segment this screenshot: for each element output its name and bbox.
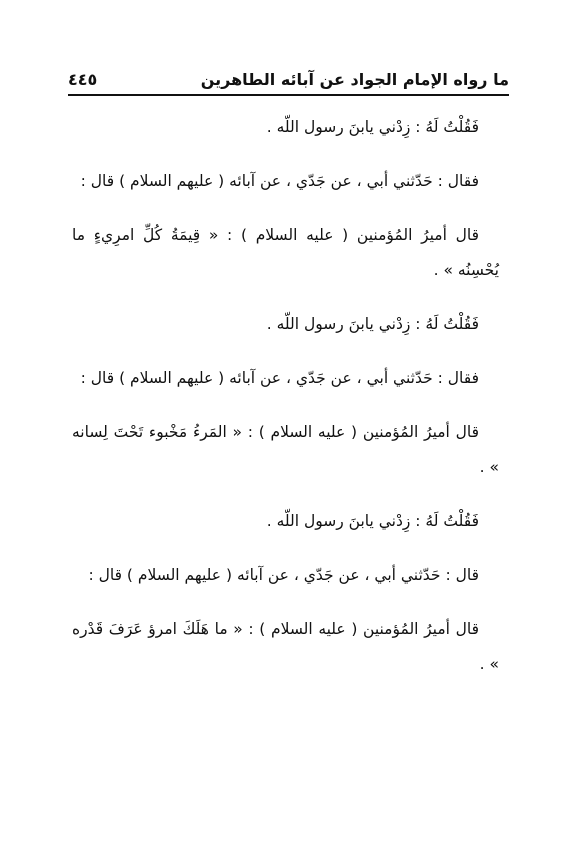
paragraph-narration-2: فقال : حَدّثني أبي ، عن جَدّي ، عن آبائه ( عليهم السلام ) قال : [80, 369, 479, 387]
paragraph-saying-3: قال أميرُ المُؤمنين ( عليه السلام ) : « ما هَلَكَ امرؤ عَرَفَ قَدْره » . [72, 620, 499, 673]
page-body [72, 110, 499, 701]
running-title: ما رواه الإمام الجواد عن آبائه الطاهرين [200, 70, 509, 89]
page-number: ٤٤٥ [68, 70, 98, 89]
paragraph-narration-3: قال : حَدّثني أبي ، عن جَدّي ، عن آبائه ( عليهم السلام ) قال : [88, 566, 479, 584]
paragraph-request-3: فَقُلْتُ لَهُ : زِدْني يابنَ رسول اللّه . [266, 512, 479, 530]
paragraph-saying-1: قال أميرُ المُؤمنين ( عليه السلام ) : « قِيمَةُ كُلِّ امرِيءٍ ما يُحْسِنُه » . [72, 226, 499, 279]
paragraph-request-1: فَقُلْتُ لَهُ : زِدْني يابنَ رسول اللّه . [266, 118, 479, 136]
page-header [68, 62, 509, 96]
paragraph-request-2: فَقُلْتُ لَهُ : زِدْني يابنَ رسول اللّه . [266, 315, 479, 333]
paragraph-saying-2: قال أميرُ المُؤمنين ( عليه السلام ) : « المَرءُ مَخْبوء تَحْتَ لِسانه » . [72, 423, 499, 476]
paragraph-narration-1: فقال : حَدّثني أبي ، عن جَدّي ، عن آبائه ( عليهم السلام ) قال : [80, 172, 479, 190]
